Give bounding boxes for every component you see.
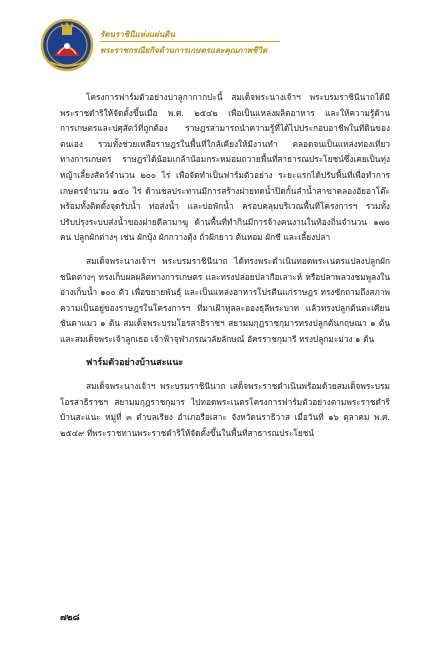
paragraph-gap <box>60 246 390 254</box>
paragraph-gap <box>60 371 390 379</box>
page-number: ๗๒๘ <box>60 613 80 623</box>
paragraph-1: โครงการฟาร์มตัวอย่างบาลูกากากปะนี้ สมเด็จพระนางเจ้าฯ พระบรมราชินีนาถได้มีพระราชดำริให้จัดตั้งขึ้นเมื่อ พ.ศ. ๒๕๔๒ เพื่อเป็นแหล่งผลิตอาหาร และให้ความรู้ด้านการเกษตรและปศุสัตว์ที่ถูกต้อง ราษฎรสามารถนำความรู้ที่ได้ไปประกอบอาชีพในที่ดินของตนเอง รวมทั้งช่วยเหลือราษฎรในพื้นที่ใกล้เคียงให้มีงานทำ ตลอดจนเป็นแหล่งท่องเที่ยวทางการเกษตร ราษฎรได้น้อมเกล้าน้อมกระหม่อมถวายพื้นที่สาธารณประโยชน์ซึ่งเคยเป็นทุ่งหญ้าเลี้ยงสัตว์จำนวน ๒๐๐ ไร่ เพื่อจัดทำเป็นฟาร์มตัวอย่าง ระยะแรกได้ปรับพื้นที่เพื่อทำการเกษตรจำนวน ๑๕๐ ไร่ ด้านชลประทานมีการสร้างฝายทดน้ำปิดกั้นลำน้ำสาขาคลองอัยอาโต๊ะ พร้อมทั้งติดตั้งจุดรับน้ำ ท่อส่งน้ำ และบ่อพักน้ำ ครอบคลุมบริเวณพื้นที่โครงการฯ รวมทั้งปรับปรุงระบบส่งน้ำของฝายดีลามาฆู ด้านพื้นที่ทำกินมีการจ้างคนงานในท้องถิ่นจำนวน ๑๗๐ คน ปลูกผักต่างๆ เช่น ผักบุ้ง ผักกวางตุ้ง ถั่วฝักยาว ต้นหอม ผักชี และเลี้ยงปลา <box>60 92 390 243</box>
royal-emblem-icon <box>40 18 94 72</box>
page-header <box>40 18 400 72</box>
header-title: รัตนราชินีแห่งแผ่นดิน <box>100 29 175 39</box>
paragraph-3: สมเด็จพระนางเจ้าฯ พระบรมราชินีนาถ เสด็จพระราชดำเนินพร้อมด้วยสมเด็จพระบรมโอรสาธิราชฯ สยามมกุฎราชกุมาร ไปทอดพระเนตรโครงการฟาร์มตัวอย่างตามพระราชดำริบ้านสะแนะ หมู่ที่ ๓ ตำบลเรียง อำเภอรือเสาะ จังหวัดนราธิวาส เมื่อวันที่ ๑๖ ตุลาคม พ.ศ. ๒๕๔๙ ที่พระราชทานพระราชดำริให้จัดตั้งขึ้นในพื้นที่สาธารณประโยชน์ <box>60 381 390 438</box>
header-subtitle: พระราชกรณียกิจด้านการเกษตรและคุณภาพชีวิต <box>100 45 268 55</box>
page-body <box>60 90 390 441</box>
paragraph-gap <box>60 348 390 356</box>
section-heading: ฟาร์มตัวอย่างบ้านสะแนะ <box>86 357 184 368</box>
header-title-block <box>100 28 360 56</box>
paragraph-2: สมเด็จพระนางเจ้าฯ พระบรมราชินีนาถ ได้ทรงพระดำเนินทอดพระเนตรแปลงปลูกผักชนิดต่างๆ ทรงเก็บผลผลิตทางการเกษตร และทรงปล่อยปลากือเลาะห์ หรือปลาพลวงชมพูลงในอ่างเก็บน้ำ ๑๐๐ ตัว เพื่อขยายพันธุ์ และเป็นแหล่งอาหารโปรตีนแก่ราษฎร ทรงซักถามถึงสภาพความเป็นอยู่ของราษฎรในโครงการฯ ที่มาเฝ้าทูลละอองธุลีพระบาท แล้วทรงปลูกต้นตะเคียนชันตาแมว ๑ ต้น สมเด็จพระบรมโอรสาธิราชฯ สยามมกุฎราชกุมารทรงปลูกต้นกฤษณา ๑ ต้น และสมเด็จพระเจ้าลูกเธอ เจ้าฟ้าจุฬาภรณวลัยลักษณ์ อัครราชกุมารี ทรงปลูกมะม่วง ๑ ต้น <box>60 255 390 344</box>
header-divider <box>100 41 280 42</box>
